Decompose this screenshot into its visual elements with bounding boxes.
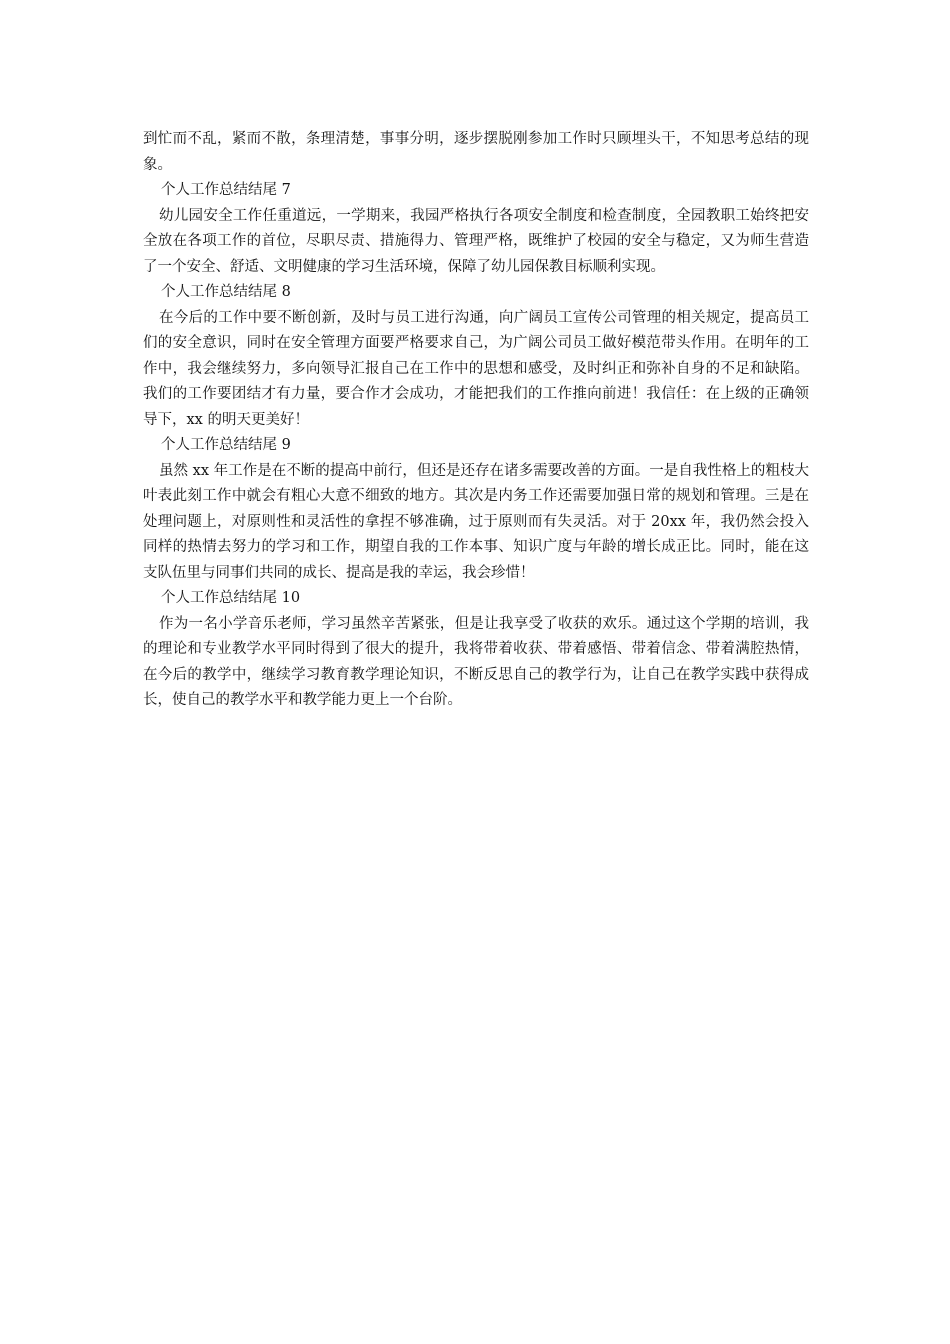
section-heading-10: 个人工作总结结尾 10 bbox=[161, 590, 301, 606]
document-body bbox=[143, 127, 809, 714]
section-heading-8: 个人工作总结结尾 8 bbox=[161, 284, 291, 300]
paragraph-7: 幼儿园安全工作任重道远，一学期来，我园严格执行各项安全制度和检查制度，全园教职工始终把安全放在各项工作的首位，尽职尽责、措施得力、管理严格，既维护了校园的安全与稳定，又为师生营造了一个安全、舒适、文明健康的学习生活环境，保障了幼儿园保教目标顺利实现。 bbox=[143, 207, 809, 275]
paragraph-9: 虽然 xx 年工作是在不断的提高中前行，但还是还存在诸多需要改善的方面。一是自我性格上的粗枝大叶表此刻工作中就会有粗心大意不细致的地方。其次是内务工作还需要加强日常的规划和管理。三是在处理问题上，对原则性和灵活性的拿捏不够准确，过于原则而有失灵活。对于 20xx 年，我仍然会投入同样的热情去努力的学习和工作，期望自我的工作本事、知识广度与年龄的增长成正比。同时，能在这支队伍里与同事们共同的成长、提高是我的幸运，我会珍惜！ bbox=[143, 462, 809, 581]
section-heading-9: 个人工作总结结尾 9 bbox=[161, 437, 291, 453]
paragraph-continued: 到忙而不乱，紧而不散，条理清楚，事事分明，逐步摆脱刚参加工作时只顾埋头干，不知思考总结的现象。 bbox=[143, 131, 809, 173]
paragraph-8: 在今后的工作中要不断创新，及时与员工进行沟通，向广阔员工宣传公司管理的相关规定，提高员工们的安全意识，同时在安全管理方面要严格要求自己，为广阔公司员工做好模范带头作用。在明年的工作中，我会继续努力，多向领导汇报自己在工作中的思想和感受，及时纠正和弥补自身的不足和缺陷。我们的工作要团结才有力量，要合作才会成功，才能把我们的工作推向前进！我信任：在上级的正确领导下，xx 的明天更美好！ bbox=[143, 309, 809, 428]
section-heading-7: 个人工作总结结尾 7 bbox=[161, 182, 291, 198]
paragraph-10: 作为一名小学音乐老师，学习虽然辛苦紧张，但是让我享受了收获的欢乐。通过这个学期的培训，我的理论和专业教学水平同时得到了很大的提升，我将带着收获、带着感悟、带着信念、带着满腔热情，在今后的教学中，继续学习教育教学理论知识，不断反思自己的教学行为，让自己在教学实践中获得成长，使自己的教学水平和教学能力更上一个台阶。 bbox=[143, 615, 809, 708]
